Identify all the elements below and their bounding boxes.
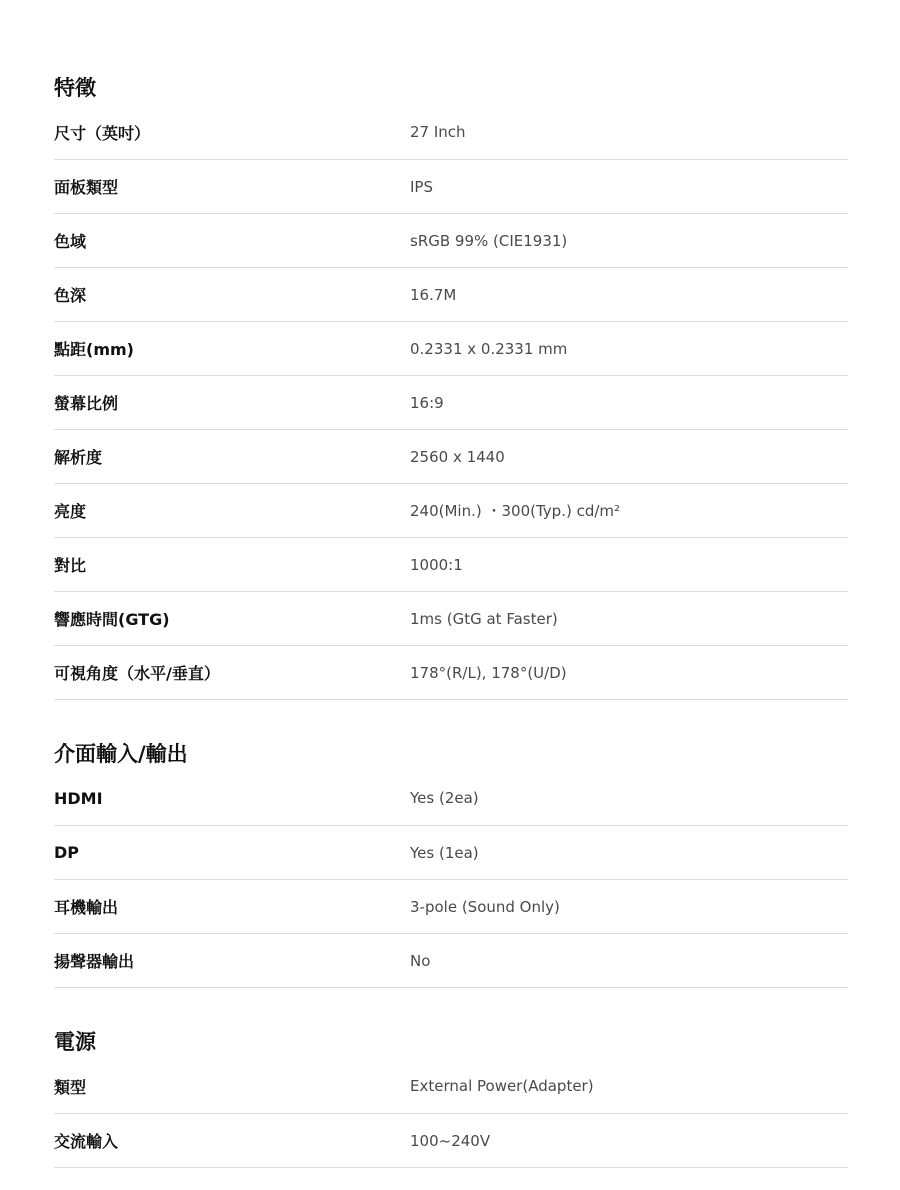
spec-row: [54, 646, 848, 700]
spec-section-power: [54, 1025, 848, 1168]
spec-row: [54, 268, 848, 322]
spec-value: 1ms (GtG at Faster): [410, 609, 558, 628]
spec-section-io: [54, 737, 848, 988]
spec-label: 揚聲器輸出: [54, 952, 135, 971]
spec-label: 對比: [54, 556, 87, 575]
spec-list: [54, 1059, 848, 1168]
spec-value: Yes (2ea): [410, 789, 479, 807]
spec-row: [54, 160, 848, 214]
spec-list: [54, 105, 848, 700]
spec-row: [54, 771, 848, 826]
spec-label: 尺寸（英吋）: [54, 123, 151, 143]
spec-row: [54, 934, 848, 988]
spec-value: No: [410, 951, 431, 970]
spec-value: 0.2331 x 0.2331 mm: [410, 339, 568, 358]
spec-row: [54, 376, 848, 430]
spec-value: 100~240V: [410, 1131, 491, 1150]
spec-label: 類型: [54, 1077, 87, 1097]
spec-value: 1000:1: [410, 555, 463, 574]
spec-label: HDMI: [54, 788, 103, 808]
section-title: 介面輸入/輸出: [54, 742, 188, 766]
spec-value: 2560 x 1440: [410, 447, 505, 466]
spec-row: [54, 214, 848, 268]
spec-label: 亮度: [54, 502, 87, 521]
spec-row: [54, 592, 848, 646]
spec-label: 色域: [54, 232, 87, 251]
spec-row: [54, 1114, 848, 1168]
spec-row: [54, 880, 848, 934]
spec-row: [54, 484, 848, 538]
spec-label: 解析度: [54, 448, 103, 467]
spec-row: [54, 1059, 848, 1114]
spec-label: 螢幕比例: [54, 394, 119, 413]
spec-label: 耳機輸出: [54, 898, 119, 917]
section-title: 電源: [54, 1030, 96, 1054]
spec-section-features: [54, 71, 848, 700]
spec-label: 面板類型: [54, 178, 119, 197]
spec-label: 響應時間(GTG): [54, 610, 170, 629]
spec-label: 點距(mm): [54, 340, 134, 359]
spec-value: 27 Inch: [410, 123, 466, 141]
spec-label: 色深: [54, 286, 87, 305]
spec-row: [54, 105, 848, 160]
spec-value: 16.7M: [410, 285, 457, 304]
section-title: 特徵: [54, 76, 96, 100]
spec-value: 178°(R/L), 178°(U/D): [410, 663, 567, 682]
spec-row: [54, 826, 848, 880]
spec-row: [54, 538, 848, 592]
spec-row: [54, 322, 848, 376]
spec-label: 可視角度（水平/垂直）: [54, 664, 220, 683]
spec-value: 3-pole (Sound Only): [410, 897, 560, 916]
spec-value: 240(Min.) ・300(Typ.) cd/m²: [410, 502, 621, 520]
spec-value: sRGB 99% (CIE1931): [410, 231, 568, 250]
spec-list: [54, 771, 848, 988]
spec-row: [54, 430, 848, 484]
spec-value: 16:9: [410, 393, 444, 412]
spec-value: Yes (1ea): [410, 843, 479, 862]
spec-label: 交流輸入: [54, 1132, 119, 1151]
spec-sheet: [54, 0, 848, 1168]
spec-label: DP: [54, 843, 80, 862]
spec-value: IPS: [410, 177, 433, 196]
spec-value: External Power(Adapter): [410, 1077, 594, 1095]
